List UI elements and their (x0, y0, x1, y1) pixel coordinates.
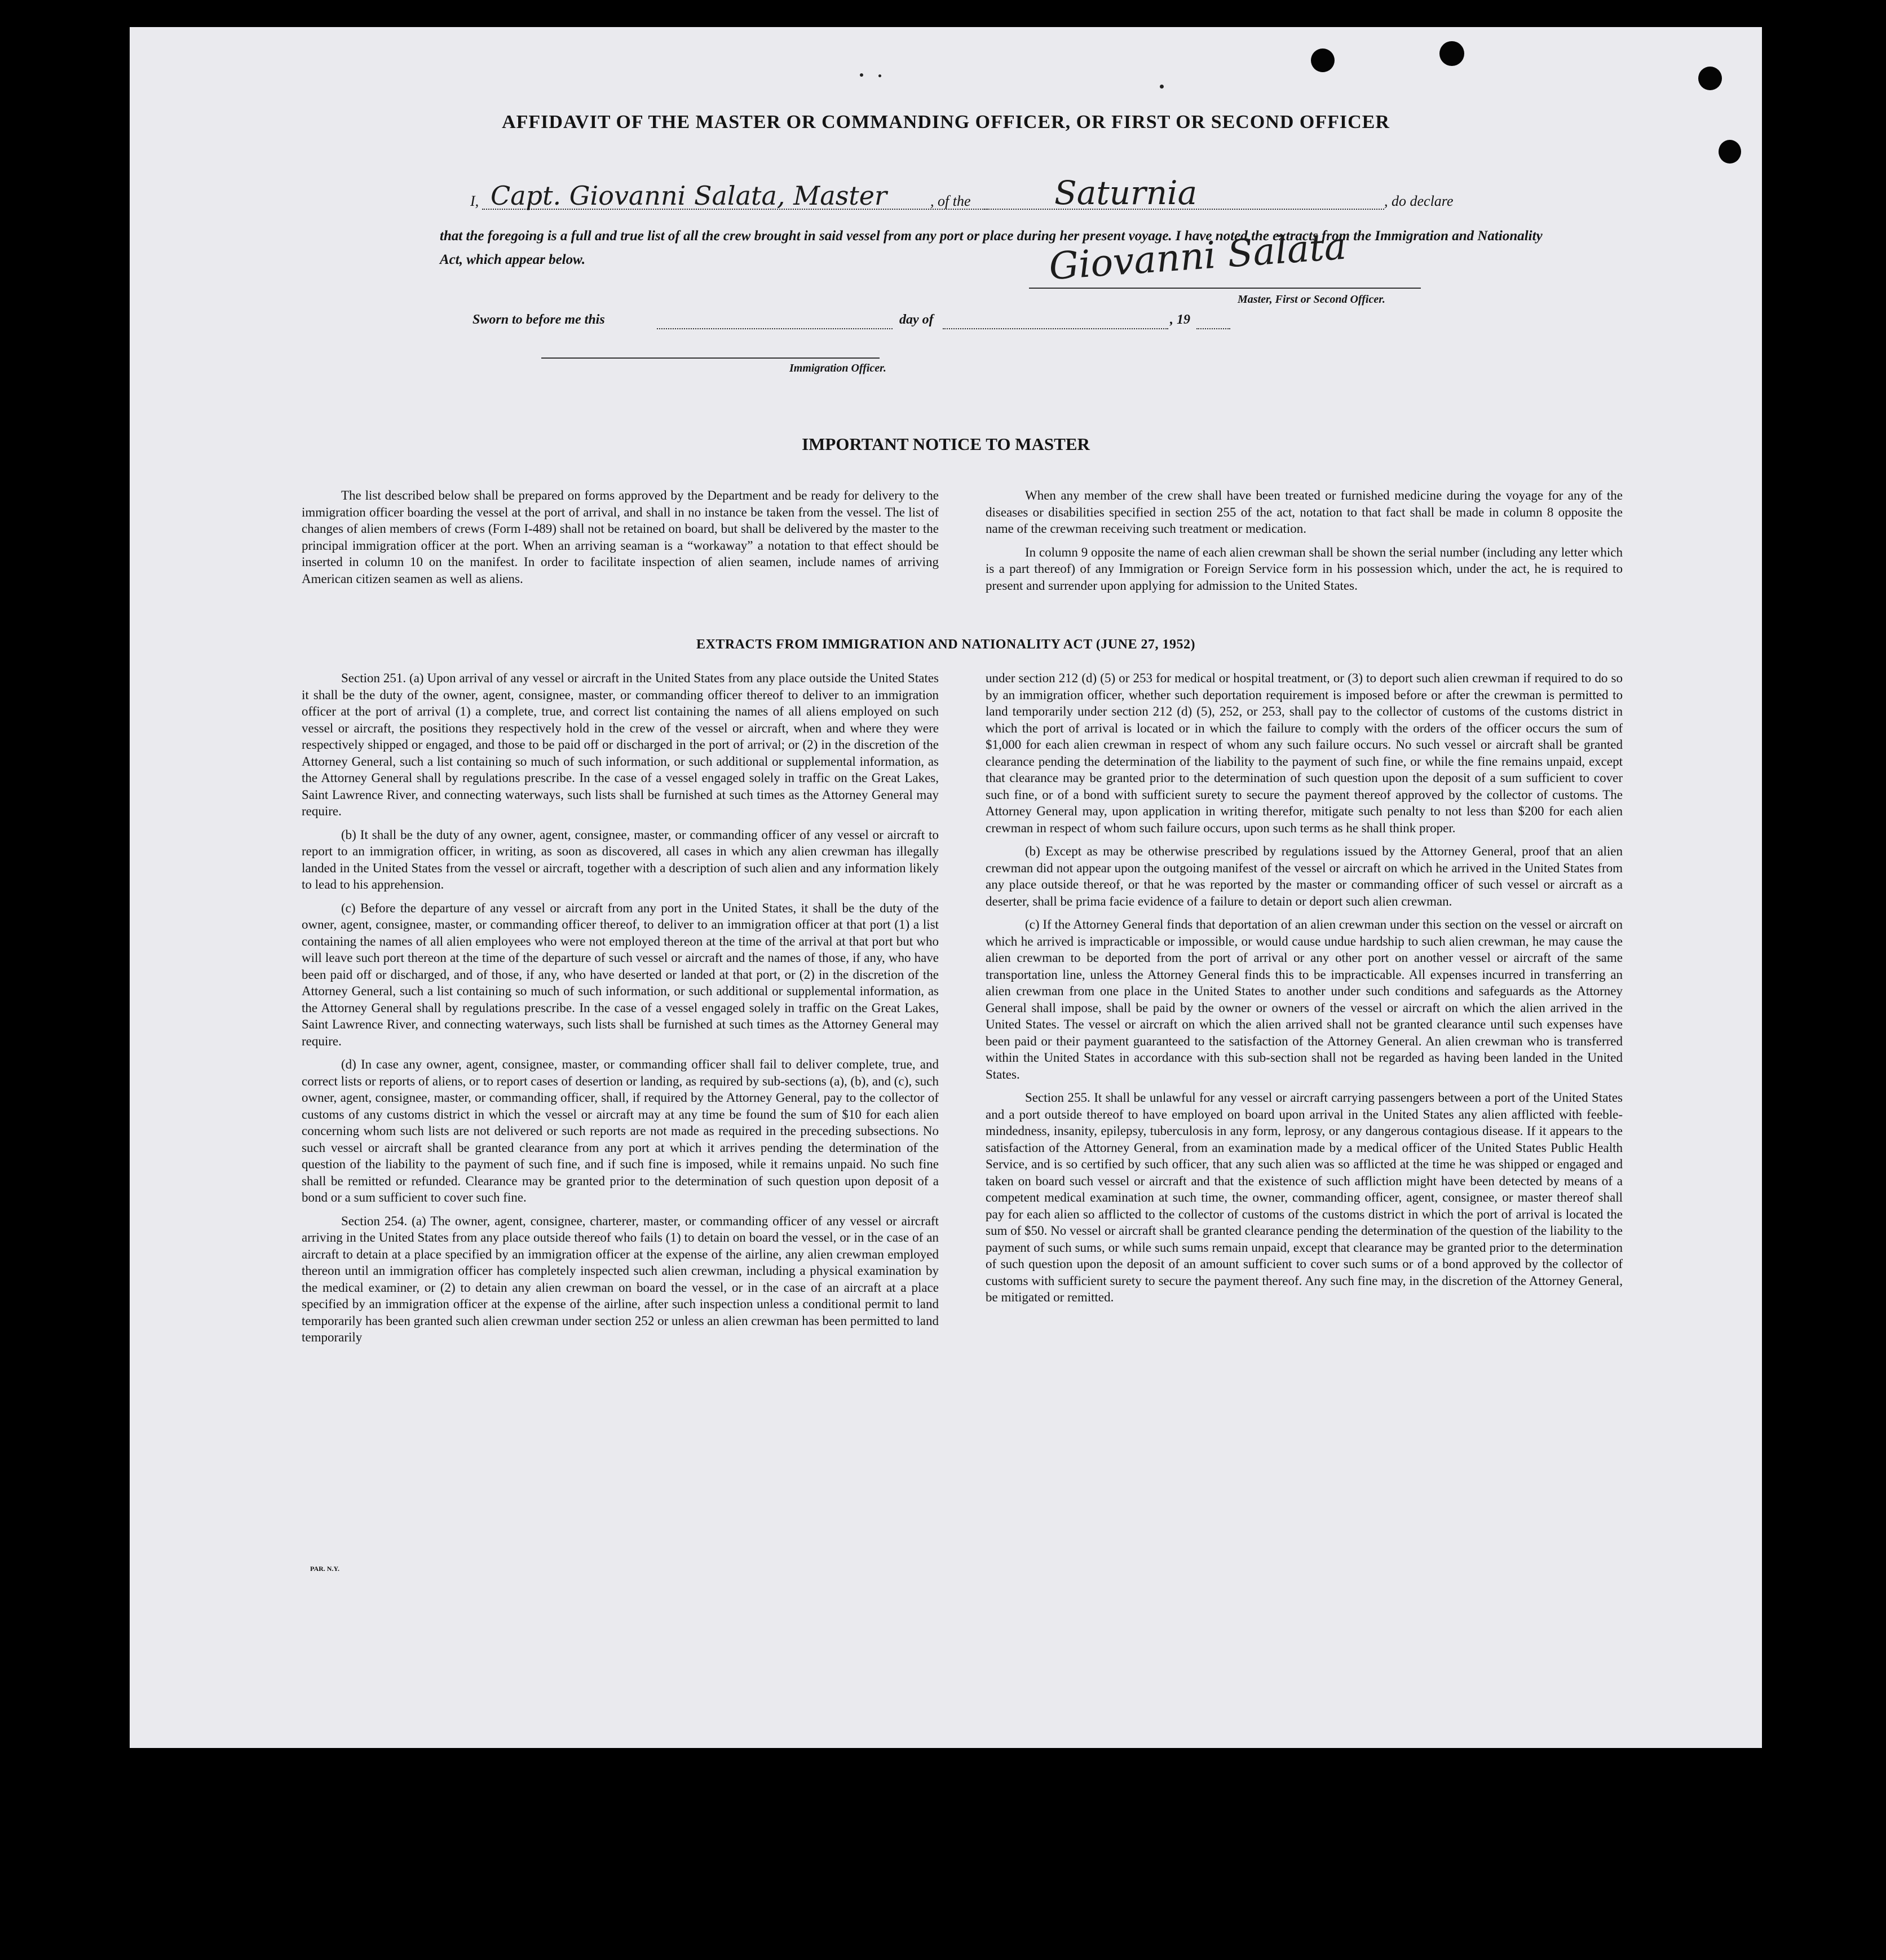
year-label: , 19 (1170, 312, 1190, 327)
signature-line (1029, 288, 1421, 289)
speck (1160, 85, 1164, 89)
sworn-line (130, 310, 1762, 333)
notice-right-paragraph-1: When any member of the crew shall have been treated or furnished medicine during the voyage for any of the diseases or disabilities specified in section 255 of the act, notation to that fact shall be made in column 8 opposite the name of the crewman receiving such treatment or medication. (986, 488, 1623, 536)
affidavit-title: AFFIDAVIT OF THE MASTER OR COMMANDING OFFICER, OR FIRST OR SECOND OFFICER (502, 112, 1390, 133)
sworn-year-dotline (1196, 328, 1230, 329)
punch-hole (1439, 41, 1464, 66)
section-251-c: (c) Before the departure of any vessel or aircraft from any port in the United States, it shall be the duty of the owner, agent, consignee, master, or commanding officer thereof, to deliver to an immigration officer at that port (1) a list containing the names of all alien employees who were not employed thereon at the time of the arrival at that port but who will leave such port thereon at the time of the departure of such vessel or aircraft and the names of those, if any, who have been paid off or discharged, and of those, if any, who have deserted or landed at that port, or (2) in the discretion of the Attorney General, such a list containing so much of such information, or such additional or supplemental information, as the Attorney General shall by regulations prescribe. In the case of a vessel engaged solely in traffic on the Great Lakes, Saint Lawrence River, and connecting waterways, such lists shall be furnished at such times as the Attorney General may require. (302, 900, 939, 1048)
notice-left-column (302, 487, 939, 594)
handwritten-signature: Giovanni Salata (1047, 224, 1348, 289)
extracts-title: EXTRACTS FROM IMMIGRATION AND NATIONALITY ACT (JUNE 27, 1952) (696, 637, 1195, 652)
punch-hole (1719, 140, 1741, 164)
section-254-b: (b) Except as may be otherwise prescribed by regulations issued by the Attorney General, proof that an alien crewman did not appear upon the outgoing manifest of the vessel or aircraft on which he arrived in the United States from any place outside thereof, or that he was reported by the master or commanding officer of such vessel or aircraft as a deserter, shall be prima facie evidence of a failure to detain or deport such alien crewman. (986, 844, 1623, 908)
do-declare-label: , do declare (1384, 193, 1454, 209)
document-page (130, 27, 1762, 1748)
section-251-b: (b) It shall be the duty of any owner, agent, consignee, master, or commanding officer of any vessel or aircraft to report to an immigration officer, in writing, as soon as discovered, all cases in which any alien crewman has illegally landed in the United States from the vessel or aircraft, together with a description of such alien and any information likely to lead to his apprehension. (302, 827, 939, 891)
notice-right-column (986, 487, 1623, 601)
officer-line (541, 357, 880, 359)
handwritten-vessel: Saturnia (1054, 174, 1198, 212)
speck (878, 74, 881, 77)
section-255: Section 255. It shall be unlawful for any vessel or aircraft carrying passengers between a port of the United States and a port outside thereof to have employed on board upon arrival in the United States any alien afflicted with feeble-mindedness, insanity, epilepsy, tuberculosis in any form, leprosy, or any dangerous contagious disease. If it appears to the satisfaction of the Attorney General, from an examination made by a medical officer of the United States Public Health Service, and is so certified by such officer, that any such alien was so afflicted at the time he was shipped or engaged and taken on board such vessel or aircraft and that the existence of such affliction might have been detected by means of a competent medical examination at such time, the owner, commanding officer, agent, consignee, or master thereof shall pay for each alien so afflicted to the collector of customs of the customs district in which the port of arrival is located the sum of $50. No vessel or aircraft shall be granted clearance pending the determination of the question of the liability to the payment of such sums, or while such sums remain unpaid, except that clearance may be granted prior to the determination of such question upon the deposit of an amount sufficient to cover such sums or of a bond approved by the collector of customs with sufficient surety to secure the payment thereof. Any such fine may, in the discretion of the Attorney General, be mitigated or remitted. (986, 1091, 1623, 1304)
sworn-month-dotline (943, 328, 1168, 329)
of-the-label: , of the (930, 193, 971, 209)
section-251-a: Section 251. (a) Upon arrival of any vessel or aircraft in the United States from any place outside the United States it shall be the duty of the owner, agent, consignee, master, or commanding officer thereof to deliver to an immigration officer at the port of arrival (1) a complete, true, and correct list containing the names of all aliens employed on such vessel or aircraft, the positions they respectively hold in the crew of the vessel or aircraft, when and where they were respectively shipped or engaged, and those to be paid off or discharged in the port of arrival; or (2) in the discretion of the Attorney General, such a list containing so much of such information, or such additional or supplemental information, as the Attorney General shall by regulations prescribe. In the case of a vessel engaged solely in traffic on the Great Lakes, Saint Lawrence River, and connecting waterways, such lists shall be furnished at such times as the Attorney General may require. (302, 671, 939, 818)
extracts-right-column (986, 670, 1623, 1313)
handwritten-name: Capt. Giovanni Salata, Master (491, 180, 887, 211)
declaration-text: that the foregoing is a full and true list of all the crew brought in said vessel from any port or place during her present voyage. I have noted the extracts from the Immigration and Nationality Act, which appear below. (440, 228, 1543, 267)
form-footer-code: PAR. N.Y. (310, 1565, 340, 1573)
notice-left-paragraph: The list described below shall be prepared on forms approved by the Department and be ready for delivery to the immigration officer boarding the vessel at the port of arrival, and shall in no instance be taken from the vessel. The list of changes of alien members of crews (Form I-489) shall not be retained on board, but shall be delivered by the master to the principal immigration officer at the port. When an arriving seaman is a “workaway” a notation to that effect should be inserted in column 10 on the manifest. In order to facilitate inspection of alien seamen, include names of arriving American citizen seamen as well as aliens. (302, 488, 939, 586)
signature-label: Master, First or Second Officer. (1238, 293, 1385, 306)
punch-hole (1311, 48, 1335, 72)
day-of-label: day of (899, 312, 934, 327)
sworn-label: Sworn to before me this (472, 312, 605, 327)
extracts-left-column (302, 670, 939, 1353)
sworn-day-dotline (657, 328, 893, 329)
affidavit-name-line (130, 174, 1762, 213)
section-254-c: (c) If the Attorney General finds that deportation of an alien crewman under this section on the vessel or aircraft on which he arrived is impracticable or impossible, or would cause undue hardship to such alien crewman, he may cause the alien crewman to be deported from the port of arrival or any other port on another vessel or aircraft of the same transportation line, unless the Attorney General finds this to be impracticable. All expenses incurred in transferring an alien crewman from one place in the United States to another under such conditions and safeguards as the Attorney General shall impose, shall be paid by the owner or owners of the vessel or aircraft on which the alien arrived in the United States. The vessel or aircraft on which the alien arrived shall not be granted clearance until such expenses have been paid or their payment guaranteed to the satisfaction of the Attorney General. An alien crewman who is transferred within the United States in accordance with this sub-section shall not be regarded as having been landed in the United States. (986, 917, 1623, 1081)
section-251-d: (d) In case any owner, agent, consignee, master, or commanding officer shall fail to deliver complete, true, and correct lists or reports of aliens, or to report cases of desertion or landing, as required by sub-sections (a), (b), and (c), such owner, agent, consignee, master, or commanding officer, shall, if required by the Attorney General, pay to the collector of customs of any customs district in which the vessel or aircraft may at any time be found the sum of $10 for each alien concerning whom such lists are not delivered or such reports are not made as required in the preceding subsections. No such vessel or aircraft shall be granted clearance from any port at which it arrives pending the determination of the question of the liability to the payment of such fine, and if such fine is imposed, while it remains unpaid. No such fine shall be remitted or refunded. Clearance may be granted prior to the determination of such question upon deposit of a bond or a sum sufficient to cover such fine. (302, 1057, 939, 1204)
i-label: I, (470, 193, 479, 209)
notice-right-paragraph-2: In column 9 opposite the name of each alien crewman shall be shown the serial number (including any letter which is a part thereof) of any Immigration or Foreign Service form in his possession which, under the act, he is required to present and surrender upon applying for admission to the United States. (986, 545, 1623, 593)
officer-label: Immigration Officer. (789, 362, 886, 374)
speck (860, 73, 863, 77)
notice-title: IMPORTANT NOTICE TO MASTER (802, 434, 1090, 454)
punch-hole (1698, 67, 1722, 90)
section-254-a-continued: under section 212 (d) (5) or 253 for medical or hospital treatment, or (3) to deport such alien crewman if required to do so by an immigration officer, whether such deportation requirement is imposed before or after the crewman is permitted to land temporarily under section 212 (d) (5), 252, or 253, shall pay to the collector of customs of the customs district in which the port of arrival is located or in which the failure to comply with the orders of the officer occurs the sum of $1,000 for each alien crewman in respect of whom any such failure occurs. No such vessel or aircraft shall be granted clearance pending the determination of the liability to the payment of such fine, or while the fine remains unpaid, except that clearance may be granted prior to the determination of such question upon the deposit of a sum sufficient to cover such fine, or of a bond with sufficient surety to secure the payment thereof approved by the collector of customs. The Attorney General may, upon application in writing therefor, mitigate such penalty to not less than $200 for each alien crewman in respect of whom such failure occurs, upon such terms as he shall think proper. (986, 671, 1623, 835)
section-254-a: Section 254. (a) The owner, agent, consignee, charterer, master, or commanding officer of any vessel or aircraft arriving in the United States from any place outside thereof who fails (1) to detain on board the vessel, or in the case of an aircraft to detain at a place specified by an immigration officer at the expense of the airline, any alien crewman employed thereon until an immigration officer has completely inspected such alien crewman, including a physical examination by the medical examiner, or (2) to detain any alien crewman on board the vessel, or in the case of an aircraft at a place specified by an immigration officer at the expense of the airline, after such inspection unless a conditional permit to land temporarily has been granted such alien crewman under section 252 or unless an alien crewman has been permitted to land temporarily (302, 1213, 939, 1344)
